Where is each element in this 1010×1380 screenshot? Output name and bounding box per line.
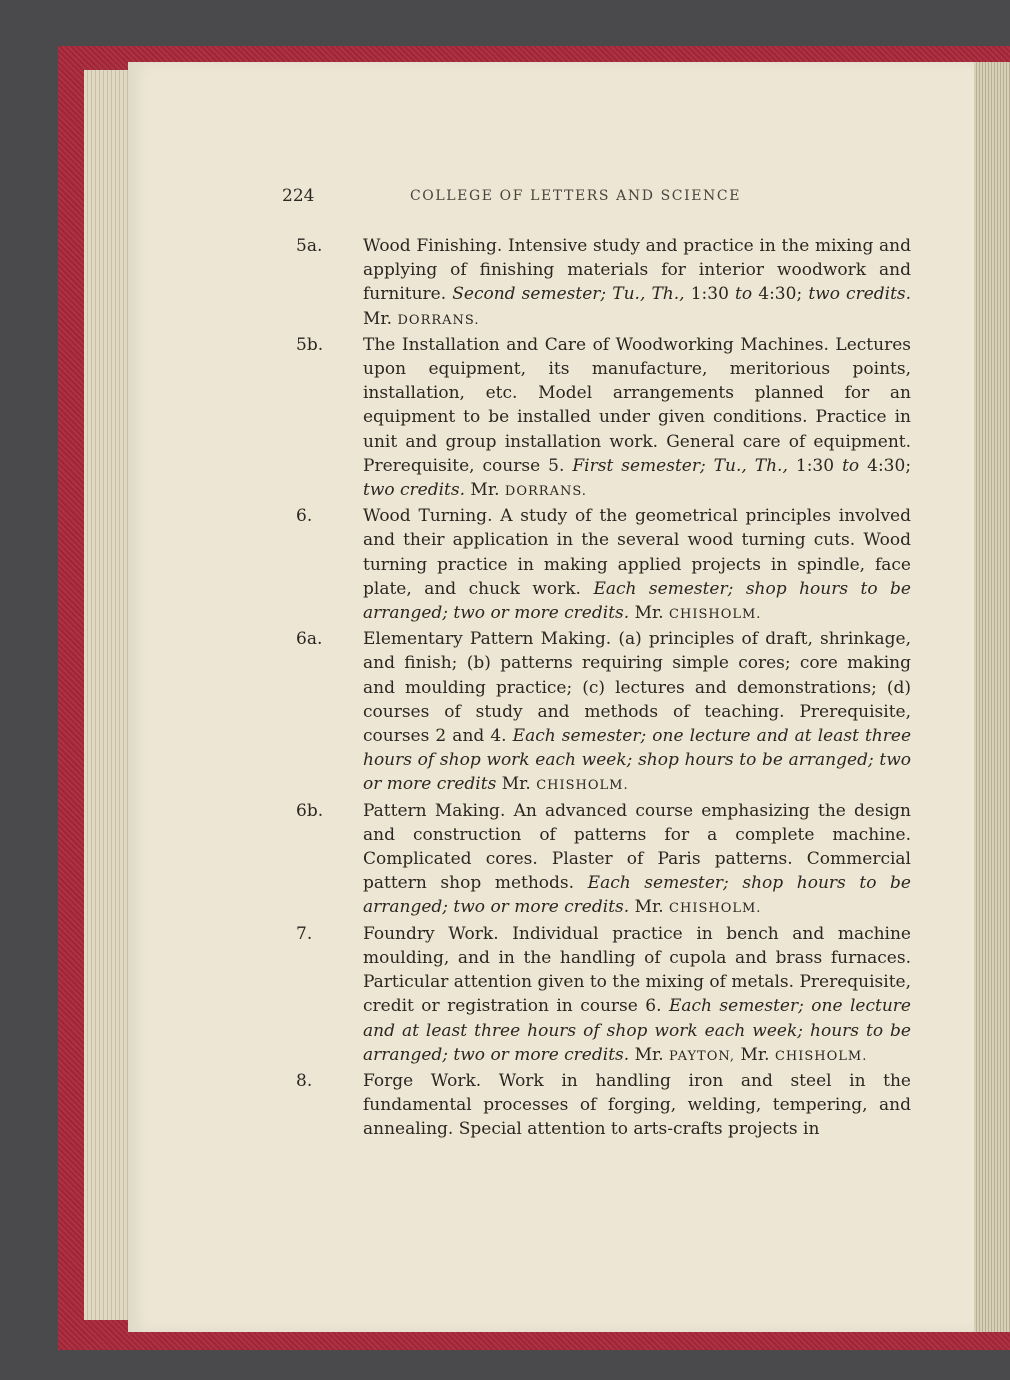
instructor-name: PAYTON, xyxy=(669,1048,736,1064)
page-edges-right xyxy=(974,62,1010,1332)
course-entry xyxy=(296,1069,911,1144)
instructor-name: CHISHOLM. xyxy=(536,778,629,794)
instructor-name-2: CHISHOLM. xyxy=(774,1048,868,1064)
course-time-end: 4:30; xyxy=(758,284,803,305)
instructor-name: DORRANS. xyxy=(397,312,480,328)
course-number: 6b. xyxy=(296,800,324,821)
course-entry xyxy=(296,922,911,1069)
running-head: COLLEGE OF LETTERS AND SCIENCE xyxy=(410,188,742,204)
instructor-name: DORRANS. xyxy=(504,484,587,500)
course-time-start: Mr. xyxy=(634,897,664,918)
course-description: The Installation and Care of Woodworking Machines. Lectures upon equipment, its manufacture, meritorious points, installation, etc. Model arrangements planned for an equipment to be installed under given conditions. Practice in unit and group installation work. General care of equipment. Prerequisite, course 5. xyxy=(363,334,911,476)
course-number: 5a. xyxy=(296,236,323,256)
course-credits: two credits. xyxy=(363,480,466,501)
course-number: 7. xyxy=(296,923,313,944)
course-schedule: Each semester; one lecture and at least three hours of shop work each week; shop hours to be arranged; two or more credits xyxy=(363,726,912,795)
instructor-title: Mr. xyxy=(470,480,500,501)
course-description: Pattern Making. An advanced course emphasizing the design and construction of patterns for a complete machine. Complicated cores. Plaster of Paris patterns. Commercial pattern shop methods. xyxy=(363,800,911,894)
course-time-start: Mr. xyxy=(634,1044,664,1065)
instructor-title-2: Mr. xyxy=(740,1044,770,1065)
course-schedule: Each semester; shop hours to be arranged; two or more credits. xyxy=(363,873,911,918)
course-time-end: 4:30; xyxy=(867,455,912,476)
course-number: 6a. xyxy=(296,629,323,650)
course-time-start: 1:30 xyxy=(795,455,835,476)
course-time-start: Mr. xyxy=(634,603,664,624)
course-schedule: Each semester; shop hours to be arranged; two or more credits. xyxy=(363,578,911,624)
instructor-name: CHISHOLM. xyxy=(669,607,762,623)
course-number: 8. xyxy=(296,1070,313,1091)
page-edges-left xyxy=(84,70,134,1320)
course-schedule: Second semester; Tu., Th., xyxy=(452,284,685,305)
course-entry xyxy=(296,627,911,798)
course-description: Wood Turning. A study of the geometrical principles involved and their application in the several wood turning cuts. Wood turning practice in making applied projects in spindle, face plate, and chuck work. xyxy=(363,506,911,599)
course-list xyxy=(296,234,911,1144)
course-description: Forge Work. Work in handling iron and steel in the fundamental processes of forging, welding, tempering, and annealing. Special attention to arts-crafts projects in xyxy=(363,1070,911,1140)
instructor-name: CHISHOLM. xyxy=(669,901,762,917)
page-number: 224 xyxy=(282,186,315,206)
course-time-start: 1:30 xyxy=(690,284,729,305)
course-entry xyxy=(296,799,911,922)
page-header xyxy=(282,186,788,216)
course-number: 5b. xyxy=(296,334,324,355)
course-schedule: Each semester; one lecture and at least three hours of shop work each week; hours to be arranged; two or more credits. xyxy=(363,996,911,1065)
course-description: Elementary Pattern Making. (a) principles of draft, shrinkage, and finish; (b) patterns requiring simple cores; core making and moulding practice; (c) lectures and demonstrations; (d) courses of study and methods of teaching. Prerequisite, courses 2 and 4. xyxy=(363,629,911,747)
course-number: 6. xyxy=(296,506,313,527)
course-entry xyxy=(296,234,911,333)
course-time-to: to xyxy=(735,284,753,305)
course-credits: two credits. xyxy=(808,284,912,305)
course-schedule: First semester; Tu., Th., xyxy=(572,455,788,476)
course-entry xyxy=(296,504,911,627)
course-description: Wood Finishing. Intensive study and practice in the mixing and applying of finishing materials for interior woodwork and furniture. xyxy=(363,236,911,305)
course-time-start: Mr. xyxy=(501,774,531,795)
course-time-to: to xyxy=(842,455,860,476)
course-entry xyxy=(296,333,911,504)
instructor-title: Mr. xyxy=(363,308,393,329)
course-description: Foundry Work. Individual practice in bench and machine moulding, and in the handling of cupola and brass furnaces. Particular attention given to the mixing of metals. Prerequisite, credit or registration in course 6. xyxy=(363,923,911,1017)
